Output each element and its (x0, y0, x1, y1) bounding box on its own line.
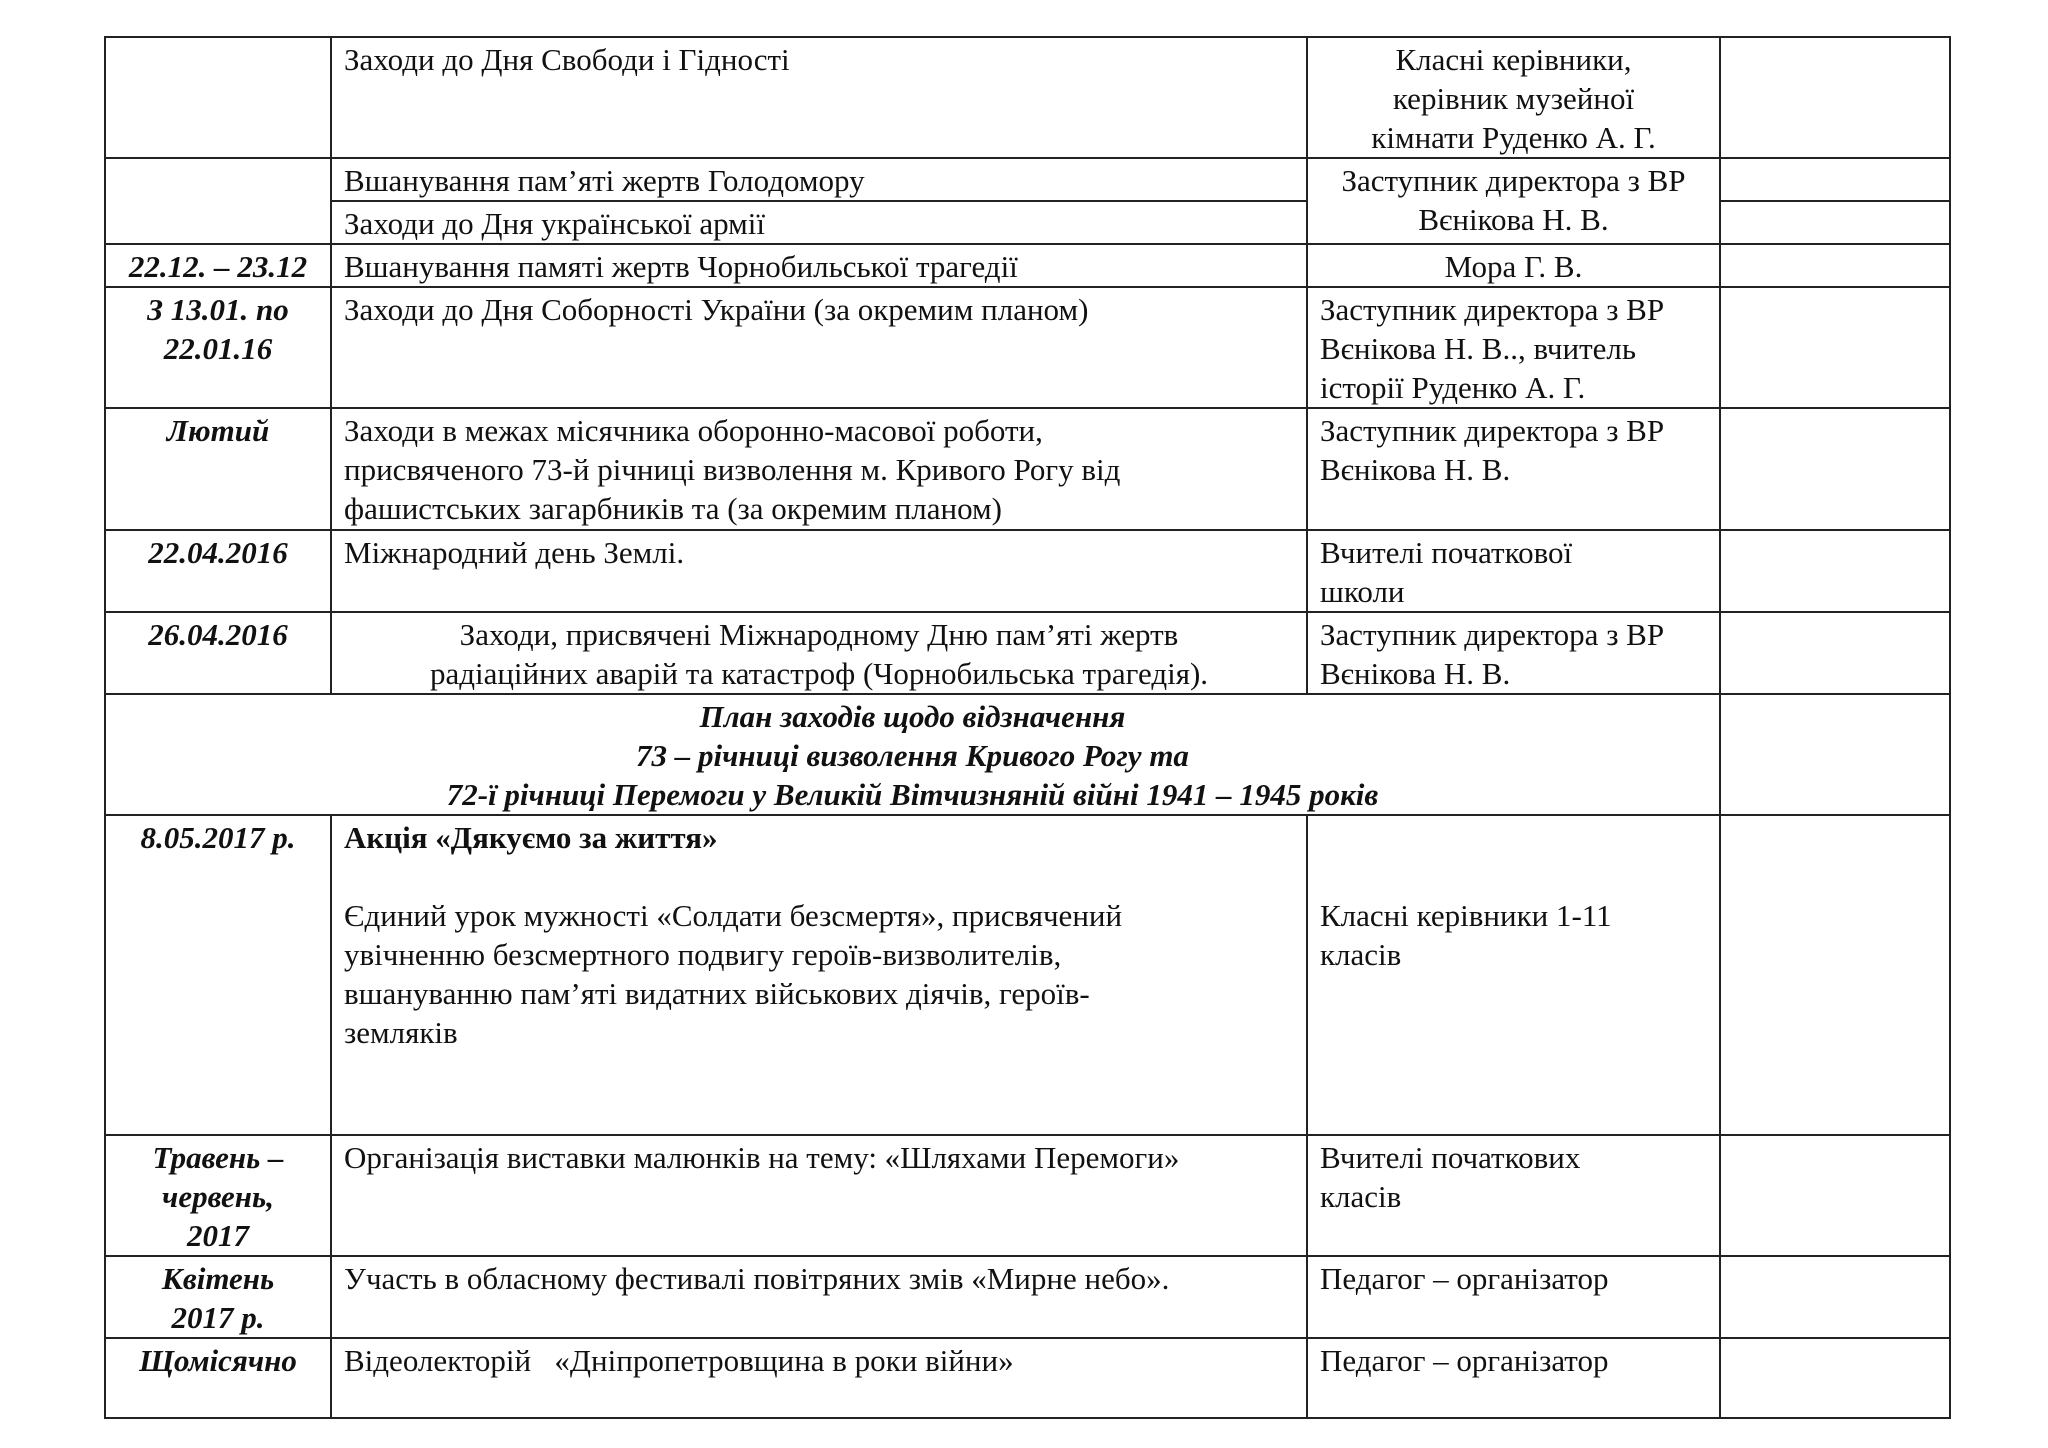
table-row (105, 244, 1950, 287)
table-row (105, 612, 1950, 694)
responsible-cell (1307, 408, 1720, 530)
notes-cell (1720, 612, 1950, 694)
responsible-line: Заступник директора з ВР (1320, 617, 1665, 652)
event-cell: Заходи до Дня Соборності України (за окремим планом) (331, 287, 1307, 408)
section-title-line: 72-ї річниці Перемоги у Великій Вітчизняній війні 1941 – 1945 років (446, 777, 1379, 812)
table-row (105, 530, 1950, 612)
event-cell: Організація виставки малюнків на тему: «Шляхами Перемоги» (331, 1135, 1307, 1256)
responsible-line: Заступник директора з ВР (1341, 163, 1686, 198)
event-title: Акція «Дякуємо за життя» (344, 820, 718, 855)
table-row (105, 1256, 1950, 1338)
responsible-line: класів (1320, 1179, 1402, 1214)
date-cell: 26.04.2016 (105, 612, 331, 694)
responsible-line: Вєнікова Н. В. (1320, 452, 1511, 487)
event-cell: Відеолекторій «Дніпропетровщина в роки війни» (331, 1338, 1307, 1418)
date-line: Травень – (152, 1140, 284, 1175)
event-line: Заходи, присвячені Міжнародному Дню пам’яті жертв (459, 617, 1179, 652)
notes-cell (1720, 408, 1950, 530)
notes-cell (1720, 244, 1950, 287)
notes-cell (1720, 287, 1950, 408)
event-line: фашистських загарбників та (за окремим планом) (344, 491, 1002, 526)
spacer (1320, 857, 1707, 896)
date-cell: Лютий (105, 408, 331, 530)
spacer (1320, 818, 1707, 857)
responsible-line: Вчителі початкових (1320, 1140, 1581, 1175)
events-plan-table (104, 36, 1951, 1419)
event-line: радіаційних аварій та катастроф (Чорнобильська трагедія). (429, 656, 1209, 691)
date-cell: 8.05.2017 р. (105, 815, 331, 1135)
notes-cell (1720, 158, 1950, 201)
notes-cell (1720, 1135, 1950, 1256)
section-title-line: 73 – річниці визволення Кривого Рогу та (636, 738, 1189, 773)
responsible-line: Вєнікова Н. В. (1418, 202, 1609, 237)
table-row (105, 37, 1950, 158)
notes-cell (1720, 1256, 1950, 1338)
date-cell: 22.04.2016 (105, 530, 331, 612)
notes-cell (1720, 694, 1950, 815)
notes-cell (1720, 1338, 1950, 1418)
table-row (105, 158, 1950, 201)
notes-cell (1720, 37, 1950, 158)
responsible-line: керівник музейної (1392, 81, 1635, 116)
table-row (105, 1338, 1950, 1418)
date-cell: Щомісячно (105, 1338, 331, 1418)
responsible-line: Заступник директора з ВР (1320, 292, 1665, 327)
responsible-line: Вчителі початкової (1320, 535, 1573, 570)
responsible-line: Заступник директора з ВР (1320, 413, 1665, 448)
responsible-cell (1307, 815, 1720, 1135)
date-cell: 22.12. – 23.12 (105, 244, 331, 287)
date-line: 22.01.16 (163, 331, 273, 366)
responsible-line: Класні керівники, (1395, 42, 1632, 77)
event-cell: Вшанування пам’яті жертв Голодомору (331, 158, 1307, 201)
responsible-cell (1307, 37, 1720, 158)
notes-cell (1720, 815, 1950, 1135)
date-line: Квітень (161, 1261, 275, 1296)
date-cell (105, 1256, 331, 1338)
responsible-cell (1307, 287, 1720, 408)
event-cell: Міжнародний день Землі. (331, 530, 1307, 612)
date-line: червень, (162, 1179, 274, 1214)
event-line: Заходи в межах місячника оборонно-масової роботи, (344, 413, 1043, 448)
event-line: присвяченого 73-й річниці визволення м. Кривого Рогу від (344, 452, 1121, 487)
table-row (105, 1135, 1950, 1256)
responsible-cell (1307, 158, 1720, 244)
date-line: З 13.01. по (147, 292, 289, 327)
responsible-line: історії Руденко А. Г. (1320, 370, 1586, 405)
section-header-row (105, 694, 1950, 815)
responsible-line: Вєнікова Н. В. (1320, 656, 1511, 691)
event-line: вшануванню пам’яті видатних військових діячів, героїв- (344, 976, 1090, 1011)
event-line: увічненню безсмертного подвигу героїв-визволителів, (344, 937, 1062, 972)
date-line: 2017 (187, 1218, 249, 1253)
responsible-cell: Педагог – організатор (1307, 1256, 1720, 1338)
responsible-line: школи (1320, 574, 1405, 609)
event-cell (331, 408, 1307, 530)
event-cell: Заходи до Дня української армії (331, 201, 1307, 244)
responsible-line: Вєнікова Н. В.., вчитель (1320, 331, 1637, 366)
responsible-cell: Педагог – організатор (1307, 1338, 1720, 1418)
notes-cell (1720, 530, 1950, 612)
responsible-cell (1307, 612, 1720, 694)
table-row (105, 287, 1950, 408)
responsible-cell (1307, 530, 1720, 612)
date-line: 2017 р. (171, 1300, 265, 1335)
responsible-line: Класні керівники 1-11 (1320, 898, 1612, 933)
event-cell: Заходи до Дня Свободи і Гідності (331, 37, 1307, 158)
event-line: земляків (344, 1015, 458, 1050)
date-cell (105, 158, 331, 244)
date-cell (105, 287, 331, 408)
event-line: Єдиний урок мужності «Солдати безсмертя», присвячений (344, 898, 1123, 933)
responsible-cell: Мора Г. В. (1307, 244, 1720, 287)
table-row (105, 408, 1950, 530)
notes-cell (1720, 201, 1950, 244)
responsible-line: класів (1320, 937, 1402, 972)
event-cell (331, 612, 1307, 694)
event-cell: Участь в обласному фестивалі повітряних змів «Мирне небо». (331, 1256, 1307, 1338)
date-cell (105, 1135, 331, 1256)
event-cell (331, 815, 1307, 1135)
section-title (105, 694, 1720, 815)
event-cell: Вшанування памяті жертв Чорнобильської трагедії (331, 244, 1307, 287)
responsible-line: кімнати Руденко А. Г. (1371, 120, 1656, 155)
responsible-cell (1307, 1135, 1720, 1256)
spacer (344, 857, 1294, 896)
section-title-line: План заходів щодо відзначення (699, 699, 1126, 734)
date-cell (105, 37, 331, 158)
table-row (105, 815, 1950, 1135)
